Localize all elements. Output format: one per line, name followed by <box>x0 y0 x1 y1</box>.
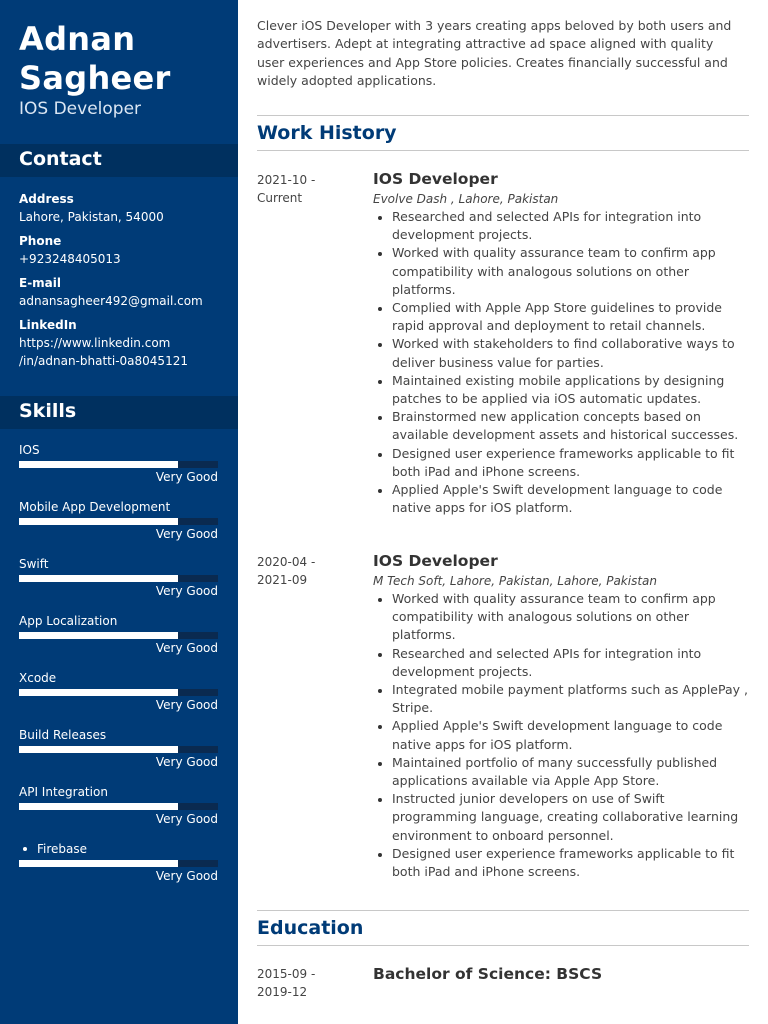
skill-level-label: Very Good <box>155 812 218 826</box>
skill-level-fill <box>19 860 178 867</box>
email-link[interactable]: adnansagheer492@gmail.com <box>19 294 203 308</box>
skill-level-bar <box>19 746 218 753</box>
divider <box>257 150 749 151</box>
address-label: Address <box>19 192 74 206</box>
bullet-icon <box>23 847 27 851</box>
professional-summary: Clever iOS Developer with 3 years creating apps beloved by both users and advertisers. Adept at integrating attractive ad space aligned with quality user experiences and App Store policies. Creates financially successful and widely adopted applications. <box>257 18 732 88</box>
job-bullet: Researched and selected APIs for integration into development projects. <box>373 645 753 681</box>
job-bullet: Maintained existing mobile applications by designing patches to be applied via iOS automatic updates. <box>373 372 753 408</box>
job-bullet: Worked with quality assurance team to confirm app compatibility with analogous solutions on other platforms. <box>373 590 753 645</box>
skill-item <box>0 727 238 784</box>
skill-level-bar <box>19 803 218 810</box>
job-dates <box>257 171 357 207</box>
skill-name-text: Swift <box>19 557 49 571</box>
skills-list <box>0 442 238 898</box>
candidate-role: IOS Developer <box>19 99 142 119</box>
job-bullet: Researched and selected APIs for integration into development projects. <box>373 208 753 244</box>
sidebar <box>0 0 238 1024</box>
job-bullet: Instructed junior developers on use of Swift programming language, creating collaborative learning environment to onboard personnel. <box>373 790 753 845</box>
skill-item <box>0 442 238 499</box>
skill-item <box>0 499 238 556</box>
skill-level-fill <box>19 689 178 696</box>
job-date-start: 2021-10 - <box>257 173 316 187</box>
job-bullet: Designed user experience frameworks applicable to fit both iPad and iPhone screens. <box>373 845 753 881</box>
skill-item <box>0 556 238 613</box>
skill-level-bar <box>19 575 218 582</box>
job-date-end: 2021-09 <box>257 573 308 587</box>
job-bullet: Integrated mobile payment platforms such as ApplePay , Stripe. <box>373 681 753 717</box>
education-heading-block <box>257 910 749 946</box>
skill-name <box>19 500 170 514</box>
linkedin-label: LinkedIn <box>19 318 77 332</box>
phone-value[interactable]: +923248405013 <box>19 252 121 266</box>
skill-level-bar <box>19 689 218 696</box>
skill-item <box>0 841 238 898</box>
education-date-end: 2019-12 <box>257 985 308 999</box>
job-dates <box>257 553 357 589</box>
skill-item <box>0 784 238 841</box>
job-bullet: Maintained portfolio of many successfully published applications available via Apple App Store. <box>373 754 753 790</box>
skill-level-fill <box>19 803 178 810</box>
skill-name <box>19 728 106 742</box>
job-bullet: Worked with quality assurance team to confirm app compatibility with analogous solutions on other platforms. <box>373 244 753 299</box>
skill-level-label: Very Good <box>155 527 218 541</box>
skills-heading-bar <box>0 396 238 429</box>
skill-level-fill <box>19 746 178 753</box>
skill-name <box>19 443 40 457</box>
skill-level-bar <box>19 518 218 525</box>
linkedin-link-line2: /in/adnan-bhatti-0a8045121 <box>19 354 188 368</box>
job-title: IOS Developer <box>373 170 498 188</box>
skill-item <box>0 670 238 727</box>
skill-level-label: Very Good <box>155 641 218 655</box>
skill-name <box>19 785 108 799</box>
skill-name <box>19 671 56 685</box>
job-bullet: Worked with stakeholders to find collaborative ways to deliver business value for parties. <box>373 335 753 371</box>
skill-name-text: App Localization <box>19 614 118 628</box>
job-bullet: Brainstormed new application concepts based on available development assets and historical successes. <box>373 408 753 444</box>
skill-level-bar <box>19 461 218 468</box>
skill-name-text: Build Releases <box>19 728 107 742</box>
job-body <box>373 553 753 881</box>
contact-heading-bar <box>0 144 238 177</box>
job-bullet: Applied Apple's Swift development language to code native apps for iOS platform. <box>373 717 753 753</box>
divider <box>257 945 749 946</box>
contact-block <box>19 190 234 370</box>
degree-title: Bachelor of Science: BSCS <box>373 965 603 983</box>
job-bullet: Designed user experience frameworks applicable to fit both iPad and iPhone screens. <box>373 445 753 481</box>
phone-label: Phone <box>19 234 62 248</box>
linkedin-link-line1: https://www.linkedin.com <box>19 336 171 350</box>
education-heading: Education <box>257 917 364 939</box>
skill-level-label: Very Good <box>155 584 218 598</box>
job-bullets <box>373 590 753 881</box>
job-bullet: Complied with Apple App Store guidelines to provide rapid approval and deployment to retail channels. <box>373 299 753 335</box>
work-history-heading-block <box>257 115 749 151</box>
skill-level-fill <box>19 632 178 639</box>
skill-name <box>19 614 117 628</box>
skill-name <box>19 557 48 571</box>
first-name: Adnan <box>19 20 136 58</box>
last-name: Sagheer <box>19 59 171 97</box>
job-title: IOS Developer <box>373 552 498 570</box>
candidate-name <box>19 20 171 98</box>
work-history-heading: Work History <box>257 122 397 144</box>
job-date-end: Current <box>257 191 303 205</box>
skill-level-label: Very Good <box>155 470 218 484</box>
skill-name-text: IOS <box>19 443 40 457</box>
skill-level-label: Very Good <box>155 755 218 769</box>
job-bullets <box>373 208 753 517</box>
skill-level-bar <box>19 860 218 867</box>
skill-level-fill <box>19 461 178 468</box>
skill-level-fill <box>19 575 178 582</box>
email-label: E-mail <box>19 276 62 290</box>
education-date-start: 2015-09 - <box>257 967 316 981</box>
job-bullet: Applied Apple's Swift development language to code native apps for iOS platform. <box>373 481 753 517</box>
skill-name-text: Firebase <box>37 842 88 856</box>
linkedin-link[interactable] <box>19 334 234 370</box>
skill-name-text: Xcode <box>19 671 57 685</box>
skill-name-text: API Integration <box>19 785 108 799</box>
job-body <box>373 171 753 517</box>
address-value: Lahore, Pakistan, 54000 <box>19 210 164 224</box>
contact-heading: Contact <box>19 148 102 170</box>
education-dates <box>257 965 357 1001</box>
skill-level-label: Very Good <box>155 869 218 883</box>
skill-name <box>19 842 87 856</box>
skill-item <box>0 613 238 670</box>
job-company: M Tech Soft, Lahore, Pakistan, Lahore, Pakistan <box>373 574 658 588</box>
job-company: Evolve Dash , Lahore, Pakistan <box>373 192 559 206</box>
skill-level-fill <box>19 518 178 525</box>
job-date-start: 2020-04 - <box>257 555 316 569</box>
skills-heading: Skills <box>19 400 77 422</box>
skill-level-label: Very Good <box>155 698 218 712</box>
skill-level-bar <box>19 632 218 639</box>
skill-name-text: Mobile App Development <box>19 500 171 514</box>
education-body <box>373 965 753 983</box>
